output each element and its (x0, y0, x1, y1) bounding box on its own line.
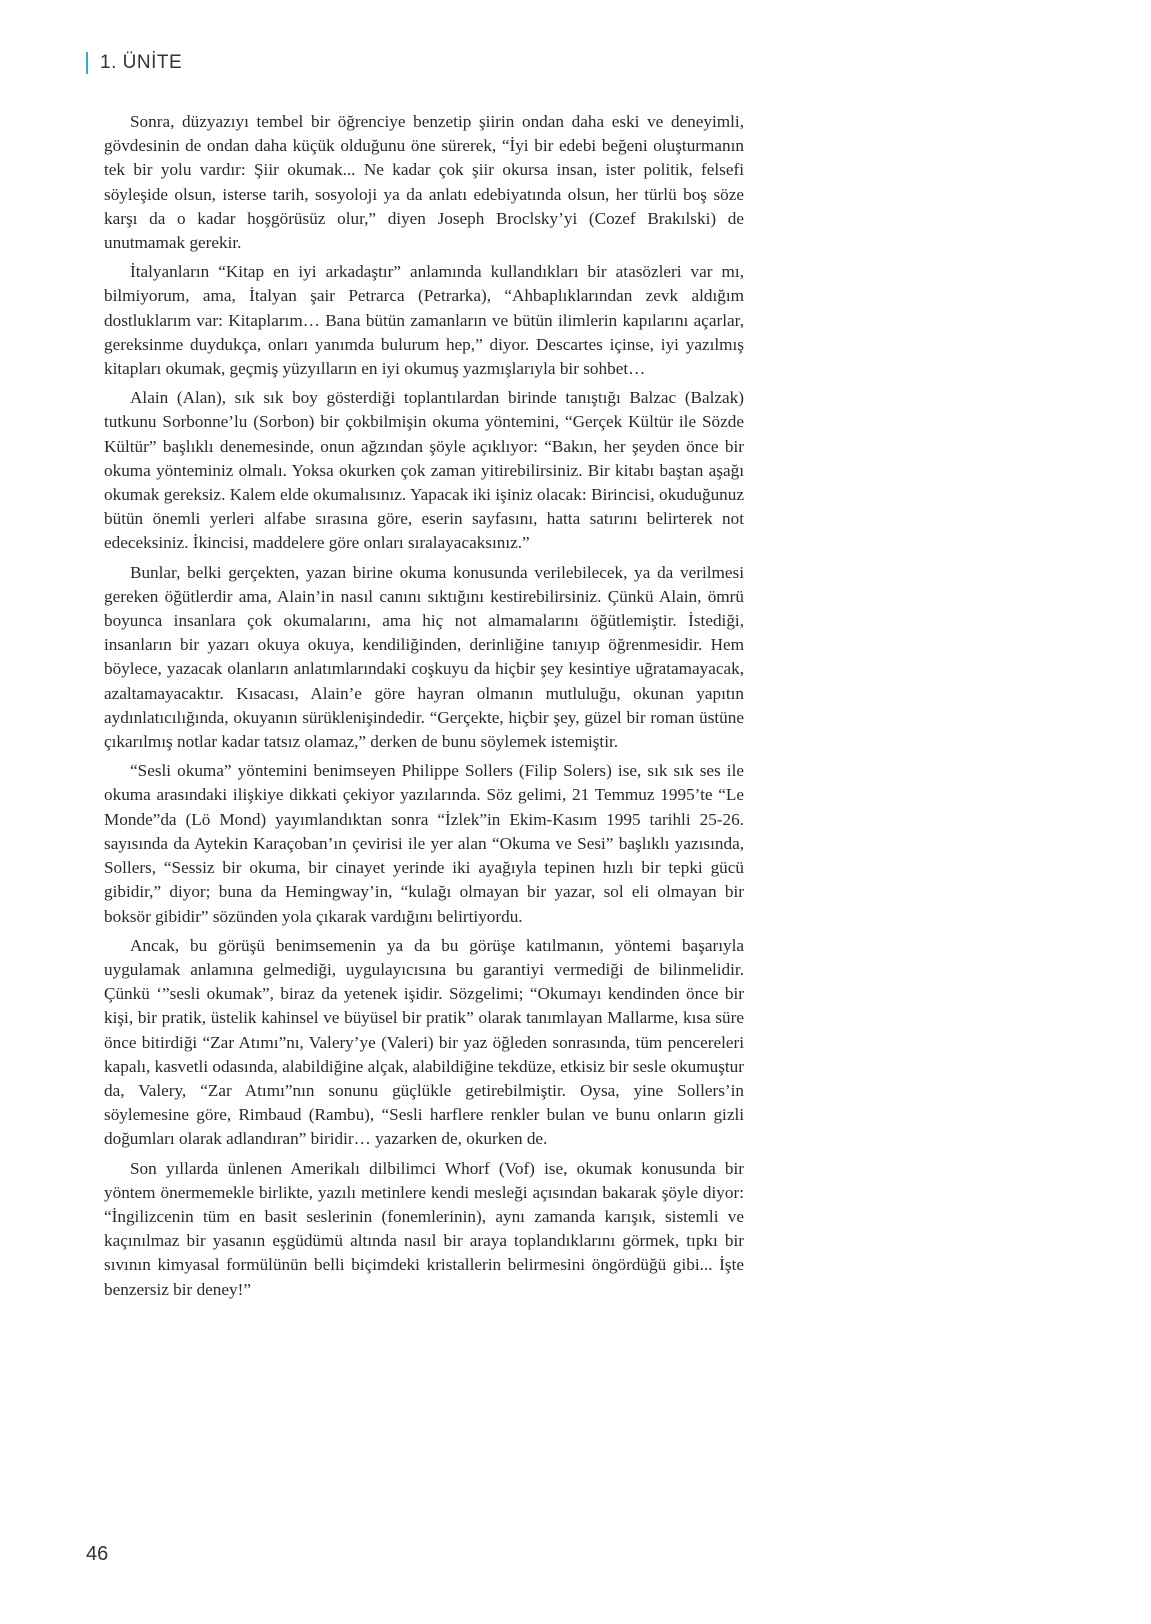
page-number: 46 (86, 1543, 109, 1565)
paragraph: Son yıllarda ünlenen Amerikalı dilbilimci Whorf (Vof) ise, okumak konusunda bir yöntem önermemekle birlikte, yazılı metinlere kendi mesleği açısından bakarak şöyle diyor: “İngilizcenin tüm en basit seslerinin (fonemlerinin), aynı zamanda karışık, sistemli ve kaçınılmaz bir yasanın eşgüdümü altında nasıl bir araya toplandıklarını görmek, tıpkı bir sıvının kimyasal formülünün belli biçimdeki kristallerin belirmesini öngördüğü gibi... İşte benzersiz bir deney!” (104, 1158, 744, 1299)
paragraph: Alain (Alan), sık sık boy gösterdiği toplantılardan birinde tanıştığı Balzac (Balzak) tutkunu Sorbonne’lu (Sorbon) bir çokbilmişin okuma yöntemini, “Gerçek Kültür ile Sözde Kültür” başlıklı denemesinde, onun ağzından şöyle açıklıyor: “Bakın, her şeyden önce bir okuma yönteminiz olmalı. Yoksa okurken çok zaman yitirebilirsiniz. Bir kitabı baştan aşağı okumak gereksiz. Kalem elde okumalısınız. Yapacak iki işiniz olacak: Birincisi, okuduğunuz bütün önemli yerleri alfabe sırasına göre, eserin sayfasını, hatta satırını belirterek not edeceksiniz. İkincisi, maddelere göre onları sıralayacaksınız.” (104, 388, 744, 553)
unit-title: 1. ÜNİTE (100, 52, 183, 73)
paragraph: Bunlar, belki gerçekten, yazan birine okuma konusunda verilebilecek, ya da verilmesi gereken öğütlerdir ama, Alain’in nasıl canını sıktığını kestirebilirsiniz. Çünkü Alain, ömrü boyunca insanlara çok okumalarını, ama hiç not almamalarını öğütlemiştir. İstediği, insanların bir yazarı okuya okuya, kendiliğinden, derinliğine tanıyıp öğrenmesidir. Hem böylece, yazacak olanların anlatımlarındaki coşkuyu da hiçbir şey kesintiye uğratamayacak, azaltamayacaktır. Kısacası, Alain’e göre hayran olmanın mutluluğu, okunan yapıtın aydınlatıcılığında, okuyanın sürüklenişindedir. “Gerçekte, hiçbir şey, güzel bir roman üstüne çıkarılmış notlar kadar tatsız olamaz,” derken de bunu söylemek istemiştir. (104, 562, 744, 752)
paragraph: Sonra, düzyazıyı tembel bir öğrenciye benzetip şiirin ondan daha eski ve deneyimli, gövdesinin de ondan daha küçük olduğunu öne sürerek, “İyi bir edebi beğeni oluşturmanın tek bir yolu vardır: Şiir okumak... Ne kadar çok şiir okursa insan, ister politik, felsefi söyleşide olsun, isterse tarih, sosyoloji ya da anlatı edebiyatında olsun, her türlü boş söze karşı da o kadar hoşgörüsüz olur,” diyen Joseph Broclsky’yi (Cozef Brakılski) de unutmamak gerekir. (104, 112, 744, 253)
header-accent-bar (86, 52, 88, 74)
paragraph: Ancak, bu görüşü benimsemenin ya da bu görüşe katılmanın, yöntemi başarıyla uygulamak anlamına gelmediği, uygulayıcısına bu garantiyi vermediği de bilinmelidir. Çünkü ‘”sesli okumak”, biraz da yetenek işidir. Sözgelimi; “Okumayı kendinden önce bir kişi, bir pratik, üstelik kahinsel ve büyüsel bir pratik” olarak tanımlayan Mallarme, kısa süre önce bitirdiği “Zar Atımı”nı, Valery’ye (Valeri) bir yaz öğleden sonrasında, tüm pencereleri kapalı, kasvetli odasında, alabildiğine alçak, alabildiğine tekdüze, etkisiz bir sesle okumuştur da, Valery, “Zar Atımı”nın sonunu güçlükle getirebilmiştir. Oysa, yine Sollers’in söylemesine göre, Rimbaud (Rambu), “Sesli harflere renkler bulan ve bunu onların gizli doğumları olarak adlandıran” biridir… yazarken de, okurken de. (104, 935, 744, 1149)
paragraph: “Sesli okuma” yöntemini benimseyen Philippe Sollers (Filip Solers) ise, sık sık ses ile okuma arasındaki ilişkiye dikkati çekiyor yazılarında. Söz gelimi, 21 Temmuz 1995’te “Le Monde”da (Lö Mond) yayımlandıktan sonra “İzlek”in Ekim-Kasım 1995 tarihli 25-26. sayısında da Aytekin Karaçoban’ın çevirisi ile yer alan “Okuma ve Sesi” başlıklı yazısında, Sollers, “Sessiz bir okuma, bir cinayet yerinde iki ayağıyla tepinen hızlı bir tepki gücü gibidir,” diyor; buna da Hemingway’in, “kulağı olmayan bir yazar, sol eli olmayan bir boksör gibidir” sözünden yola çıkarak vardığını belirtiyordu. (104, 761, 744, 926)
paragraph: İtalyanların “Kitap en iyi arkadaştır” anlamında kullandıkları bir atasözleri var mı, bilmiyorum, ama, İtalyan şair Petrarca (Petrarka), “Ahbaplıklarından zevk aldığım dostluklarım var: Kitaplarım… Bana bütün zamanların ve bütün ilimlerin kapılarını açarlar, gereksinme duydukça, onları yanımda bulurum hep,” diyor. Descartes içinse, iyi yazılmış kitapları okumak, geçmiş yüzyılların en iyi okumuş yazmışlarıyla bir sohbet… (104, 262, 744, 379)
body-text (104, 110, 744, 1307)
unit-header (86, 52, 182, 74)
